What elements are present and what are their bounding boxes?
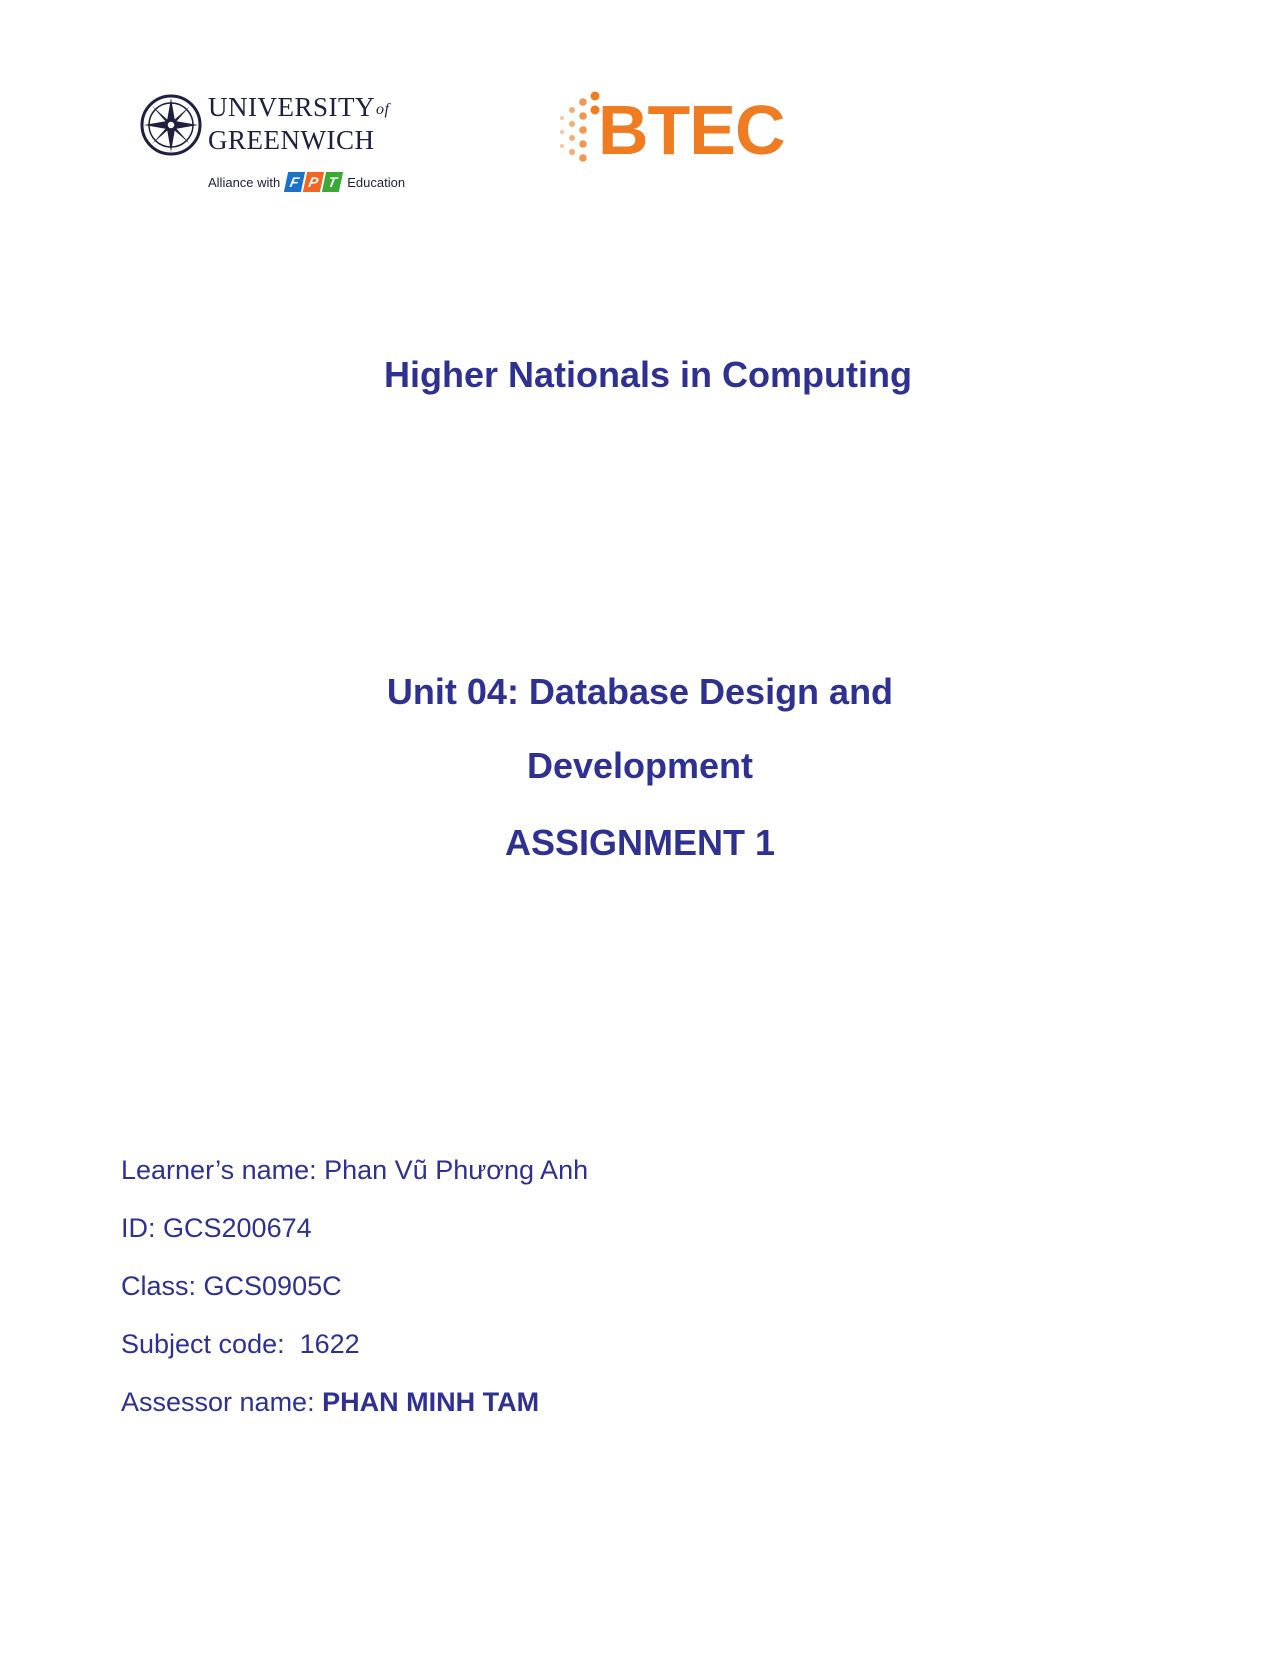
fpt-letter-t: T xyxy=(322,172,343,192)
alliance-suffix: Education xyxy=(347,174,406,190)
assessor-value: PHAN MINH TAM xyxy=(322,1387,540,1417)
learner-name-label: Learner’s name: xyxy=(121,1155,325,1185)
fpt-letter-p: P xyxy=(303,172,324,192)
learner-name-value: Phan Vũ Phương Anh xyxy=(324,1155,589,1185)
btec-wordmark: BTEC xyxy=(598,91,785,169)
fpt-alliance-line xyxy=(208,172,405,192)
learner-info xyxy=(121,1150,588,1440)
university-of-greenwich-logo xyxy=(138,92,418,204)
program-title: Higher Nationals in Computing xyxy=(384,354,912,395)
btec-logo xyxy=(556,88,816,174)
learner-name-row xyxy=(121,1150,588,1208)
assessor-row xyxy=(121,1382,588,1440)
alliance-prefix: Alliance with xyxy=(208,174,281,190)
subject-code-value: 1622 xyxy=(299,1329,360,1359)
learner-id-value: GCS200674 xyxy=(163,1213,312,1243)
assignment-title: ASSIGNMENT 1 xyxy=(504,822,776,863)
fpt-letter-f: F xyxy=(284,172,305,192)
university-name-of: of xyxy=(376,101,390,118)
university-name-line2: GREENWICH xyxy=(208,125,375,155)
class-label: Class: xyxy=(121,1271,204,1301)
assessor-label: Assessor name: xyxy=(121,1387,323,1417)
unit-title-line2: Development xyxy=(526,745,754,786)
unit-title-line1: Unit 04: Database Design and xyxy=(386,671,894,712)
subject-code-row xyxy=(121,1324,588,1382)
learner-id-row xyxy=(121,1208,588,1266)
fpt-logo-icon xyxy=(286,172,341,192)
compass-star-emblem-icon xyxy=(140,94,202,156)
university-name xyxy=(208,92,389,155)
learner-id-label: ID: xyxy=(121,1213,164,1243)
class-row xyxy=(121,1266,588,1324)
university-name-line1: UNIVERSITY xyxy=(208,92,375,122)
subject-code-label: Subject code: xyxy=(121,1329,300,1359)
class-value: GCS0905C xyxy=(203,1271,342,1301)
